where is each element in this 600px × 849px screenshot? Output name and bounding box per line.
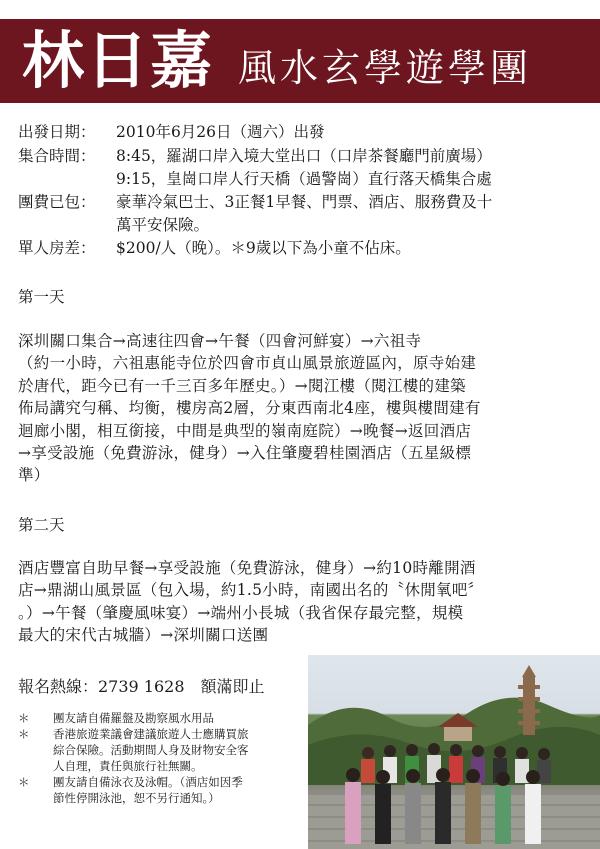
banner-name: 林日嘉 (22, 24, 215, 97)
note-line: 團友請自備泳衣及泳帽。（酒店如因季 (53, 775, 243, 789)
note-item (18, 726, 300, 774)
group-photo (308, 655, 600, 849)
note-line: 節性停開泳池，恕不另行通知。） (53, 791, 220, 805)
day2-itinerary (18, 557, 584, 647)
single-room-value: $200/人（晚）。＊9歲以下為小童不佔床。 (116, 239, 411, 257)
single-room-label: 單人房差： (18, 239, 96, 257)
day1-line: 於唐代，距今已有一千三百多年歷史。）→閱江樓（閱江樓的建築 (18, 376, 466, 395)
note-item (18, 774, 300, 806)
meeting-time-line-1: 8:45，羅湖口岸入境大堂出口（口岸茶餐廳門前廣場） (116, 147, 492, 165)
departure-date-label: 出發日期： (18, 123, 96, 141)
day1-line: →享受設施（免費游泳，健身）→入住肇慶碧桂園酒店（五星級標 (18, 444, 472, 463)
asterisk-icon: ＊ (18, 711, 30, 725)
fee-includes-label: 團費已包： (18, 193, 96, 211)
day2-heading: 第二天 (18, 516, 65, 534)
day1-itinerary (18, 330, 584, 487)
day1-line: 迴廊小閣，相互銜接，中間是典型的嶺南庭院）→晚餐→返回酒店 (18, 421, 472, 440)
group-photo-illustration (308, 655, 600, 849)
registration-hotline: 報名熱線：2739 1628 額滿即止 (18, 677, 265, 696)
notes-list (18, 710, 300, 806)
asterisk-icon: ＊ (18, 727, 30, 741)
asterisk-icon: ＊ (18, 775, 30, 789)
fee-includes-line-2: 萬平安保險。 (116, 216, 210, 234)
meeting-time-line-2: 9:15，皇崗口岸人行天橋（過警崗）直行落天橋集合處 (116, 170, 492, 188)
day1-line: （約一小時，六祖惠能寺位於四會市貞山風景旅遊區內，原寺始建 (18, 354, 477, 373)
note-item (18, 710, 300, 726)
day1-heading: 第一天 (18, 288, 65, 306)
fee-includes-line-1: 豪華冷氣巴士、3正餐1早餐、門票、酒店、服務費及十 (116, 193, 493, 211)
day1-line: 佈局講究勻稱、均衡，樓房高2層，分東西南北4座，樓與樓間建有 (18, 399, 481, 418)
day2-line: 店→鼎湖山風景區（包入場，約1.5小時，南國出名的〝休閒氧吧〞 (18, 581, 484, 600)
note-line: 團友請自備羅盤及勘察風水用品 (53, 711, 214, 725)
meeting-time-label: 集合時間： (18, 147, 96, 165)
note-line: 人自理，責任與旅行社無關。 (53, 759, 203, 773)
note-line: 香港旅遊業議會建議旅遊人士應購買旅 (53, 727, 249, 741)
departure-date-value: 2010年6月26日（週六）出發 (116, 123, 325, 141)
day2-line: 。）→午餐（肇慶風味宴）→端州小長城（我省保存最完整，規模 (18, 603, 464, 622)
day1-line: 準） (18, 466, 50, 485)
title-banner (0, 19, 600, 103)
day2-line: 酒店豐富自助早餐→享受設施（免費游泳，健身）→約10時離開酒 (18, 559, 476, 577)
note-line: 綜合保險。活動期間人身及財物安全客 (53, 743, 249, 757)
day1-line: 深圳關口集合→高速往四會→午餐（四會河鮮宴）→六祖寺 (18, 332, 422, 350)
day2-line: 最大的宋代古城牆）→深圳關口送團 (18, 626, 269, 645)
banner-subtitle: 風水玄學遊學團 (238, 46, 533, 90)
